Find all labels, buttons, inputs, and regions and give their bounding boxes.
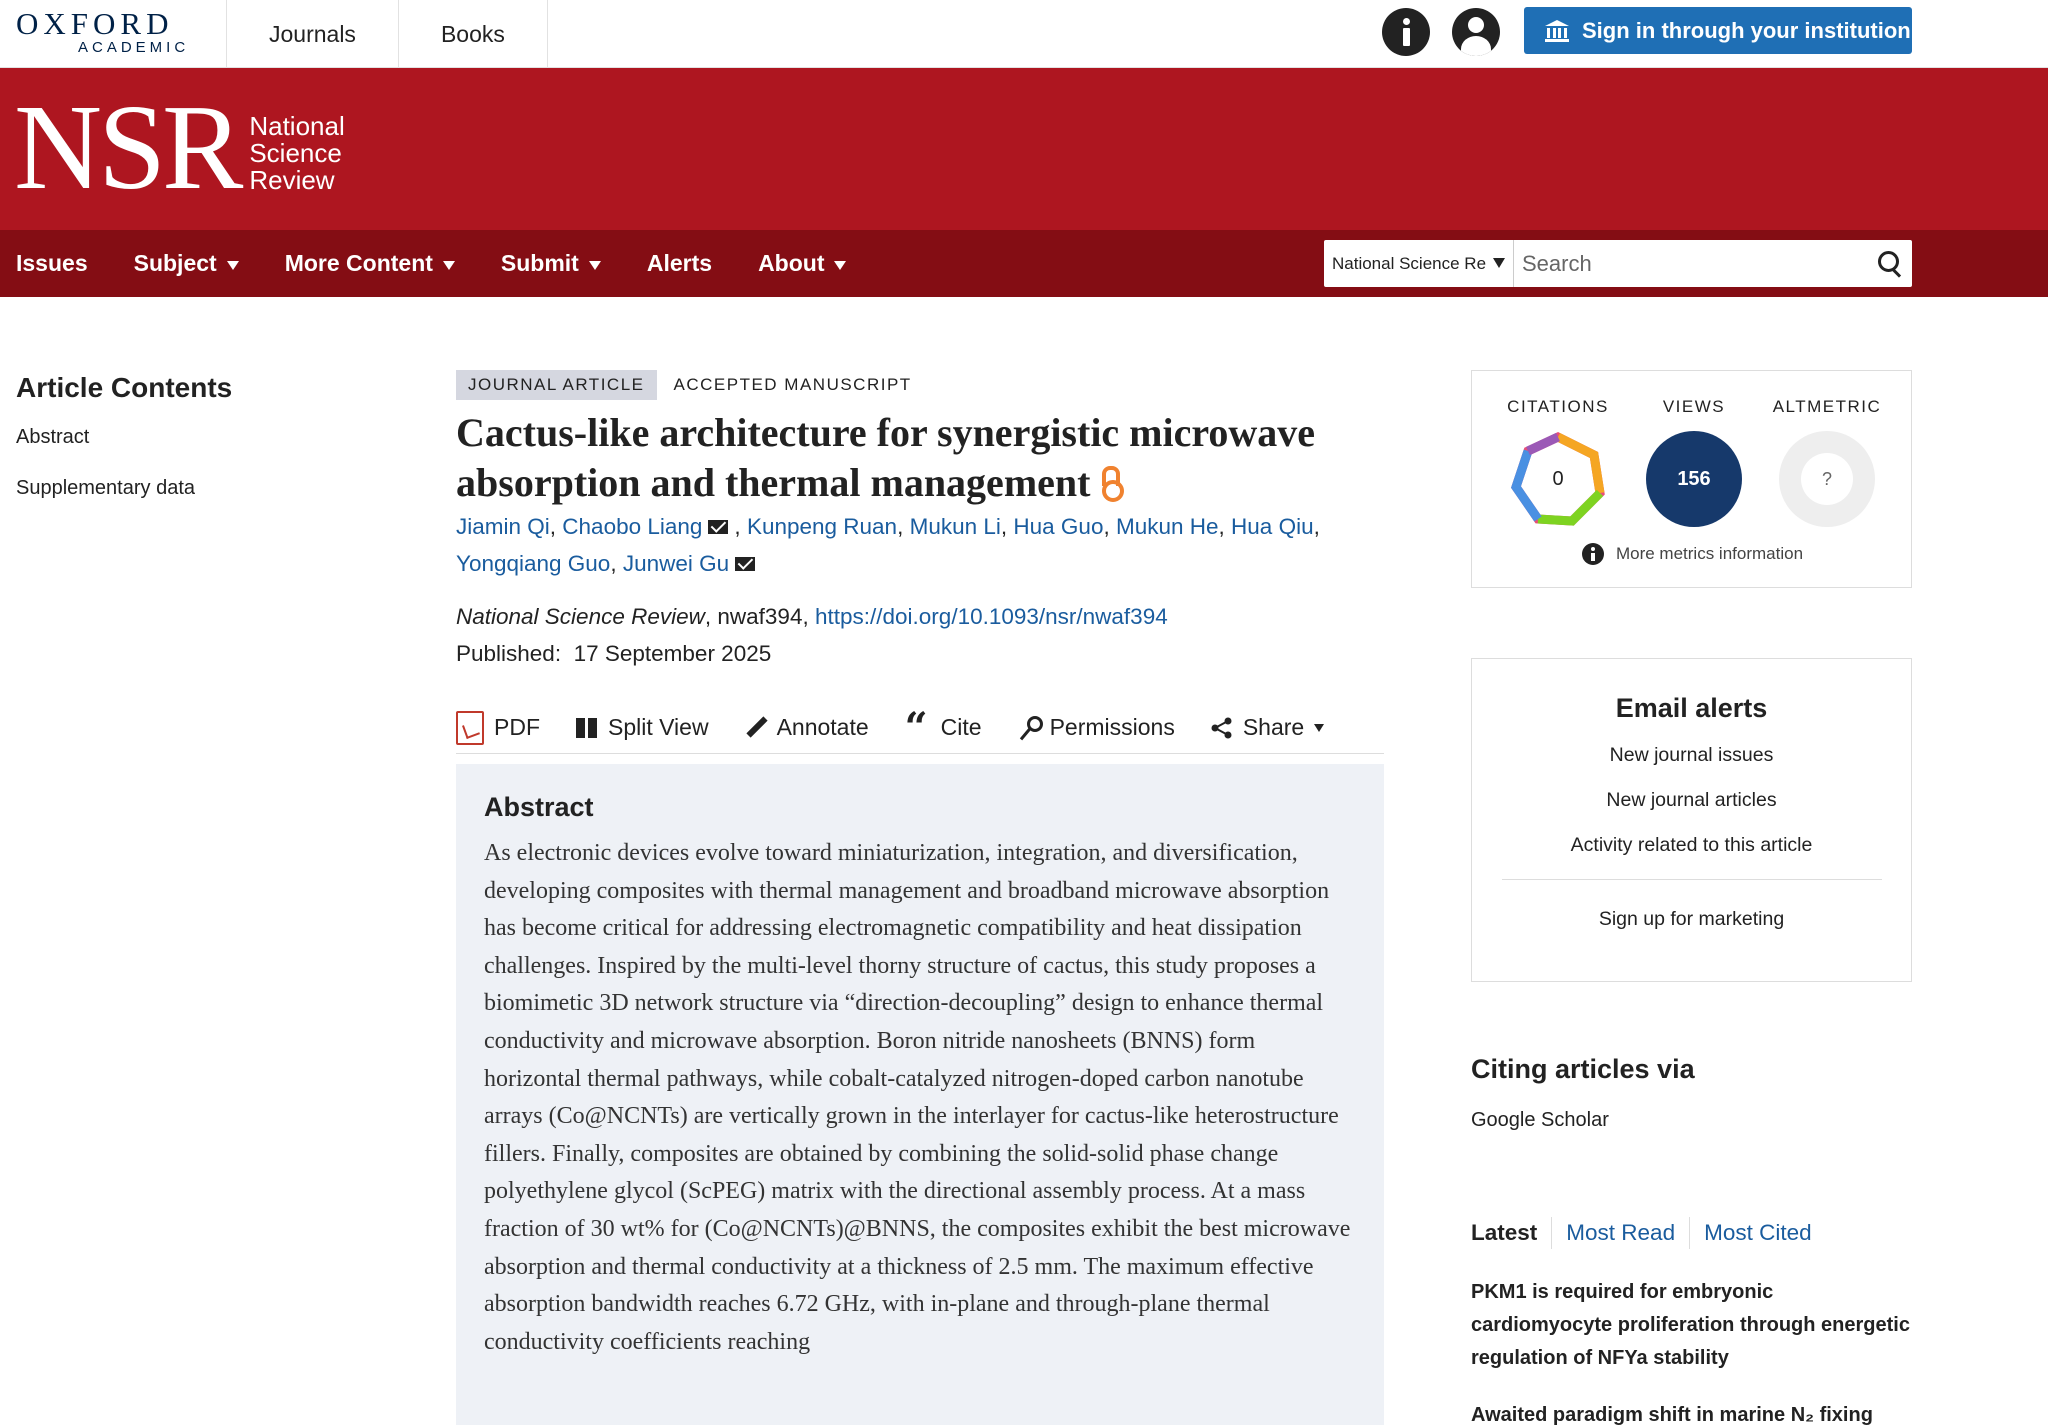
chevron-down-icon: [227, 261, 239, 270]
share-button[interactable]: [1211, 714, 1324, 741]
citing-articles: [1471, 1054, 1912, 1132]
citations-value: 0: [1552, 467, 1564, 490]
nav-item-alerts[interactable]: [647, 250, 712, 277]
split-view-icon: [576, 718, 598, 738]
author-link[interactable]: Chaobo Liang: [562, 514, 703, 539]
citation-line: National Science Review, nwaf394, https://doi.org/10.1093/nsr/nwaf394: [456, 604, 1168, 629]
permissions-button[interactable]: [1018, 714, 1175, 741]
logo-word: Review: [249, 164, 335, 195]
doi-link[interactable]: https://doi.org/10.1093/nsr/nwaf394: [814, 604, 1168, 629]
more-metrics-label: More metrics information: [1615, 544, 1804, 563]
search-input[interactable]: [1514, 240, 1868, 287]
nav-item-label: More Content: [284, 250, 433, 276]
chevron-down-icon: [1314, 724, 1324, 732]
nav-item-submit[interactable]: [501, 250, 601, 277]
citations-metric[interactable]: [1498, 397, 1618, 527]
article-toolbar: [456, 702, 1384, 754]
logo-word: Science: [249, 137, 342, 168]
latest-tabs: [1471, 1216, 1826, 1250]
chevron-down-icon: [1493, 258, 1505, 268]
list-item[interactable]: PKM1 is required for embryonic cardiomyocyte proliferation through energetic regulation of NFYa stability: [1471, 1281, 1910, 1369]
nav-item-issues[interactable]: [16, 250, 88, 277]
citing-articles-title: Citing articles via: [1471, 1054, 1695, 1084]
author-link[interactable]: Jiamin Qi: [456, 514, 550, 539]
chevron-down-icon: [834, 261, 846, 270]
split-view-button[interactable]: [576, 714, 709, 741]
published-line: [456, 635, 1384, 672]
info-icon: [1582, 543, 1604, 565]
info-icon[interactable]: [1382, 8, 1430, 56]
top-nav-journals[interactable]: Journals: [226, 0, 398, 68]
contents-link-supplementary[interactable]: Supplementary data: [16, 477, 196, 499]
article-status-badge: ACCEPTED MANUSCRIPT: [673, 375, 912, 394]
google-scholar-link[interactable]: Google Scholar: [1471, 1109, 1609, 1131]
search-scope-select[interactable]: [1324, 240, 1514, 287]
altmetric-badge: [1779, 431, 1875, 527]
article-contents-title: Article Contents: [16, 372, 233, 403]
nsr-logo[interactable]: [14, 80, 345, 215]
abstract-text: As electronic devices evolve toward miniaturization, integration, and diversification, developing composites with thermal management and broadband microwave absorption has become critical for addressing electromagnetic compatibility and heat dissipation challenges. Inspired by the multi-level thorny structure of cactus, this study proposes a biomimetic 3D network structure via “direction-decoupling” design to enhance thermal conductivity and microwave absorption. Boron nitride nanosheets (BNNS) form horizontal thermal pathways, while cobalt-catalyzed nitrogen-doped carbon nanotube arrays (Co@NCNTs) are vertically grown in the interlayer for cactus-like heterostructure fillers. Finally, composites are obtained by combining the solid-solid phase change polyethylene glycol (ScPEG) matrix with the directional assembly process. At a mass fraction of 30 wt% for (Co@NCNTs)@BNNS, the composites exhibit the best microwave absorption and thermal conductivity at a thickness of 2.5 mm. The maximum effective absorption bandwidth reaches 6.72 GHz, with in-plane and through-plane thermal conductivity coefficients reaching: [484, 840, 1351, 1355]
nav-item-about[interactable]: [758, 250, 846, 277]
nsr-logo-letters: NSR: [14, 80, 240, 215]
journal-name: National Science Review: [456, 604, 705, 629]
nav-item-label: Issues: [16, 250, 88, 276]
email-alerts-panel: [1471, 658, 1912, 982]
search-box: [1324, 240, 1912, 287]
author-link[interactable]: Junwei Gu: [622, 551, 730, 576]
cite-button[interactable]: [904, 703, 982, 751]
permissions-label: Permissions: [1049, 714, 1175, 740]
logo-oxford-text: OXFORD: [16, 6, 174, 41]
contents-link-abstract[interactable]: Abstract: [16, 426, 90, 448]
citations-label: CITATIONS: [1507, 397, 1609, 416]
alert-link-new-issues[interactable]: New journal issues: [1609, 744, 1774, 766]
pdf-label: PDF: [494, 714, 540, 740]
metrics-panel: [1471, 370, 1912, 588]
altmetric-value: ?: [1801, 453, 1853, 505]
logo-word: National: [249, 110, 345, 141]
logo-academic-text: ACADEMIC: [78, 39, 190, 56]
list-item[interactable]: Awaited paradigm shift in marine N₂ fixing: [1471, 1404, 1873, 1425]
nav-item-subject[interactable]: [134, 250, 239, 277]
journal-banner: [0, 68, 2048, 230]
author-link[interactable]: Yongqiang Guo: [456, 551, 611, 576]
altmetric-label: ALTMETRIC: [1772, 397, 1882, 416]
alert-link-activity[interactable]: Activity related to this article: [1570, 834, 1813, 856]
nav-item-label: Submit: [500, 250, 579, 276]
article-title: [456, 408, 1384, 508]
author-link[interactable]: Mukun Li: [909, 514, 1001, 539]
cite-label: Cite: [940, 714, 982, 740]
sign-in-institution-button[interactable]: [1524, 7, 1912, 54]
search-scope-value: National Science Re: [1332, 253, 1487, 273]
tab-most-read[interactable]: Most Read: [1552, 1217, 1690, 1249]
views-badge: [1646, 431, 1742, 527]
envelope-icon[interactable]: [735, 557, 755, 571]
views-metric[interactable]: [1634, 397, 1754, 527]
published-date: 17 September 2025: [573, 641, 772, 666]
split-view-label: Split View: [608, 714, 709, 740]
top-nav: [226, 0, 548, 68]
chevron-down-icon: [443, 261, 455, 270]
sign-in-label: Sign in through your institution: [1582, 17, 1911, 43]
article-title-text: Cactus-like architecture for synergistic microwave absorption and thermal management: [456, 410, 1316, 505]
email-alerts-title: Email alerts: [1615, 693, 1768, 723]
oxford-academic-logo[interactable]: [16, 8, 226, 58]
nav-item-label: Subject: [133, 250, 217, 276]
dimensions-badge: [1510, 431, 1606, 527]
tab-latest[interactable]: Latest: [1471, 1217, 1552, 1249]
author-link[interactable]: Mukun He: [1115, 514, 1219, 539]
search-icon[interactable]: [1868, 240, 1912, 287]
top-nav-books[interactable]: Books: [398, 0, 548, 68]
user-account-icon[interactable]: [1452, 8, 1500, 56]
institution-icon: [1544, 19, 1570, 43]
article-type-badge: JOURNAL ARTICLE: [456, 370, 657, 400]
views-value: 156: [1677, 467, 1711, 490]
share-label: Share: [1242, 714, 1305, 740]
more-metrics-link[interactable]: [1472, 543, 1913, 565]
article-main: [456, 370, 1384, 1355]
article-labels: [456, 370, 1384, 400]
altmetric-metric[interactable]: [1767, 397, 1887, 527]
pencil-icon: [745, 717, 767, 739]
key-icon: [1018, 716, 1040, 740]
nsr-logo-words: [249, 103, 344, 194]
journal-nav-bar: [0, 230, 2048, 297]
article-contents: [16, 372, 316, 528]
open-access-icon: [1098, 466, 1124, 500]
nav-item-label: About: [758, 250, 825, 276]
chevron-down-icon: [589, 261, 601, 270]
author-link[interactable]: Hua Qiu: [1231, 514, 1314, 539]
latest-articles-list: [1471, 1276, 1912, 1425]
quote-icon: “: [904, 703, 928, 751]
share-icon: [1211, 717, 1233, 739]
pdf-icon: [456, 711, 484, 745]
annotate-label: Annotate: [776, 714, 869, 740]
alert-link-new-articles[interactable]: New journal articles: [1606, 789, 1777, 811]
views-label: VIEWS: [1662, 397, 1726, 416]
annotate-button[interactable]: [745, 714, 869, 741]
divider: [1502, 879, 1882, 880]
envelope-icon[interactable]: [708, 520, 728, 534]
abstract-section: [456, 764, 1384, 1425]
author-link[interactable]: Hua Guo: [1013, 514, 1104, 539]
abstract-title: Abstract: [484, 792, 594, 822]
article-id: nwaf394: [717, 604, 803, 629]
top-bar: [0, 0, 2048, 68]
tab-most-cited[interactable]: Most Cited: [1704, 1220, 1812, 1245]
published-label: Published:: [456, 641, 562, 666]
journal-nav-items: [16, 230, 892, 297]
marketing-signup-link[interactable]: Sign up for marketing: [1598, 908, 1785, 930]
author-link[interactable]: Kunpeng Ruan: [746, 514, 898, 539]
author-list: Jiamin Qi, Chaobo Liang , Kunpeng Ruan, Mukun Li, Hua Guo, Mukun He, Hua Qiu, Yongqiang Guo, Junwei Gu: [456, 514, 1320, 576]
nav-item-more-content[interactable]: [285, 250, 455, 277]
nav-item-label: Alerts: [646, 250, 713, 276]
pdf-button[interactable]: [456, 711, 540, 745]
